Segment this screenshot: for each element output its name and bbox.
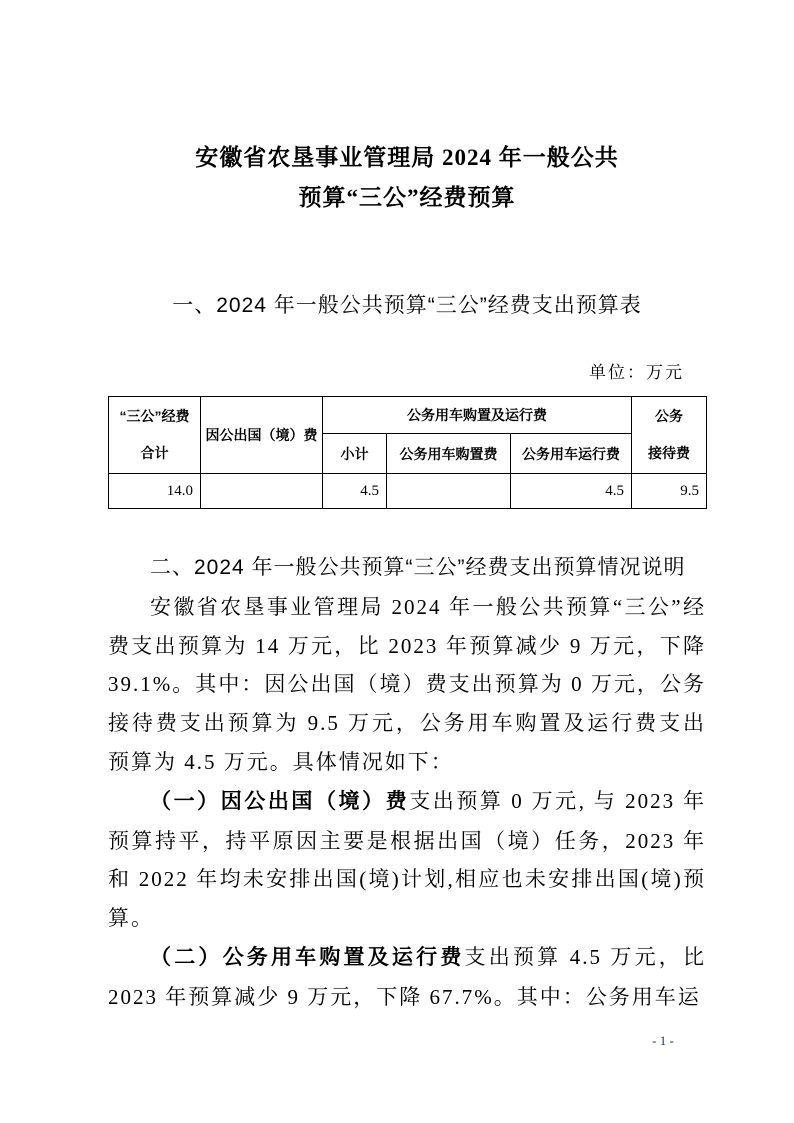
paragraph-abroad-lead: （一）因公出国（境）费 — [150, 789, 410, 813]
header-three-public-total — [109, 397, 201, 474]
table-data-row — [109, 474, 707, 509]
value-abroad — [201, 474, 323, 509]
three-public-budget-table — [108, 396, 707, 509]
document-title — [100, 138, 714, 218]
header-three-public-total-line1: “三公”经费 — [119, 408, 190, 424]
paragraph-vehicle-body: 支出预算 4.5 万元，比 2023 年预算减少 9 万元，下降 67.7%。其中：公务用车运 — [108, 944, 707, 1009]
value-reception: 9.5 — [632, 474, 707, 509]
header-reception-line2: 接待费 — [648, 445, 690, 461]
value-total: 14.0 — [109, 474, 201, 509]
document-title-line2: 预算“三公”经费预算 — [298, 185, 516, 210]
header-reception-line1: 公务 — [655, 408, 683, 424]
header-reception-fee — [632, 397, 707, 474]
value-vehicle-operation: 4.5 — [511, 474, 632, 509]
document-title-line1: 安徽省农垦事业管理局 2024 年一般公共 — [195, 145, 619, 170]
section2-body — [108, 549, 706, 1017]
paragraph-vehicle — [108, 938, 706, 1017]
header-vehicle-operation: 公务用车运行费 — [511, 434, 632, 474]
section2-heading: 二、2024 年一般公共预算“三公”经费支出预算情况说明 — [150, 556, 686, 579]
section1-heading: 一、2024 年一般公共预算“三公”经费支出预算表 — [172, 294, 642, 317]
paragraph-summary: 安徽省农垦事业管理局 2024 年一般公共预算“三公”经费支出预算为 14 万元，比 2023 年预算减少 9 万元，下降 39.1%。其中：因公出国（境）费支出预算为 0 万元，公务接待费支出预算为 9.5 万元，公务用车购置及运行费支出预算为 4.5 万元。具体情况如下： — [108, 594, 706, 774]
paragraph-abroad-body: 支出预算 0 万元, 与 2023 年预算持平，持平原因主要是根据出国（境）任务，2023 年和 2022 年均未安排出国(境)计划,相应也未安排出国(境)预算。 — [108, 788, 707, 931]
page-number: - 1 - — [652, 1033, 674, 1048]
paragraph-vehicle-lead: （二）公务用车购置及运行费 — [150, 945, 465, 969]
header-abroad-fee: 因公出国（境）费 — [201, 397, 323, 474]
header-vehicle-group: 公务用车购置及运行费 — [323, 397, 632, 434]
unit-label: 单位：万元 — [589, 363, 684, 382]
value-vehicle-subtotal: 4.5 — [323, 474, 387, 509]
paragraph-abroad — [108, 782, 706, 938]
header-vehicle-purchase: 公务用车购置费 — [387, 434, 511, 474]
header-three-public-total-line2: 合计 — [140, 445, 169, 461]
header-vehicle-subtotal: 小计 — [323, 434, 387, 474]
value-vehicle-purchase — [387, 474, 511, 509]
